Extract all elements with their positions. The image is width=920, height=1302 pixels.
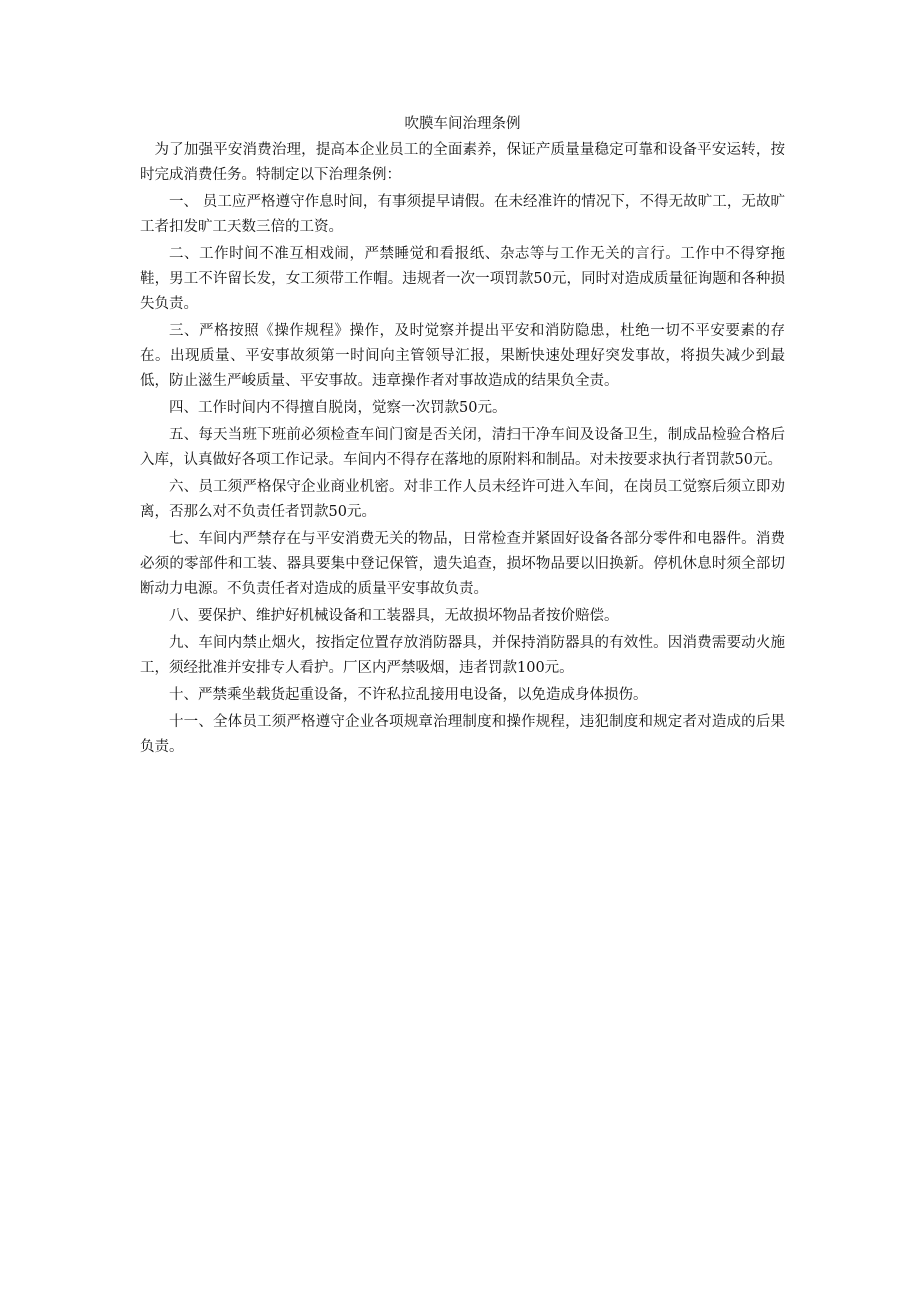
article-4: 四、工作时间内不得擅自脱岗，觉察一次罚款50元。 (169, 400, 507, 416)
article-1: 一、 员工应严格遵守作息时间，有事须提早请假。在未经准许的情况下，不得无故旷工，无故旷工者扣发旷工天数三倍的工资。 (140, 194, 785, 235)
document-title: 吹膜车间治理条例 (404, 116, 521, 132)
article-6: 六、员工须严格保守企业商业机密。对非工作人员未经许可进入车间，在岗员工觉察后须立即劝离，否那么对不负责任者罚款50元。 (140, 479, 785, 520)
article-11: 十一、全体员工须严格遵守企业各项规章治理制度和操作规程，违犯制度和规定者对造成的后果负责。 (140, 714, 785, 755)
document-body (140, 112, 785, 762)
article-10: 十、严禁乘坐载货起重设备，不许私拉乱接用电设备，以免造成身体损伤。 (169, 687, 648, 703)
article-8: 八、要保护、维护好机械设备和工装器具，无故损坏物品者按价赔偿。 (169, 608, 619, 624)
article-3: 三、严格按照《操作规程》操作，及时觉察并提出平安和消防隐患，杜绝一切不平安要素的存在。出现质量、平安事故须第一时间向主管领导汇报，果断快速处理好突发事故，将损失减少到最低，防止滋生严峻质量、平安事故。违章操作者对事故造成的结果负全责。 (140, 323, 785, 389)
article-5: 五、每天当班下班前必须检查车间门窗是否关闭，清扫干净车间及设备卫生，制成品检验合格后入库，认真做好各项工作记录。车间内不得存在落地的原附料和制品。对未按要求执行者罚款50元。 (140, 427, 785, 468)
intro-paragraph: 为了加强平安消费治理，提高本企业员工的全面素养，保证产质量量稳定可靠和设备平安运转，按时完成消费任务。特制定以下治理条例： (140, 142, 785, 183)
article-2: 二、工作时间不准互相戏闹，严禁睡觉和看报纸、杂志等与工作无关的言行。工作中不得穿拖鞋，男工不许留长发，女工须带工作帽。违规者一次一项罚款50元，同时对造成质量征询题和各种损失负责。 (140, 246, 785, 312)
article-9: 九、车间内禁止烟火，按指定位置存放消防器具，并保持消防器具的有效性。因消费需要动火施工，须经批准并安排专人看护。厂区内严禁吸烟，违者罚款100元。 (140, 635, 785, 676)
article-7: 七、车间内严禁存在与平安消费无关的物品，日常检查并紧固好设备各部分零件和电器件。消费必须的零部件和工装、器具要集中登记保管，遗失追查，损坏物品要以旧换新。停机休息时须全部切断动力电源。不负责任者对造成的质量平安事故负责。 (140, 531, 785, 597)
